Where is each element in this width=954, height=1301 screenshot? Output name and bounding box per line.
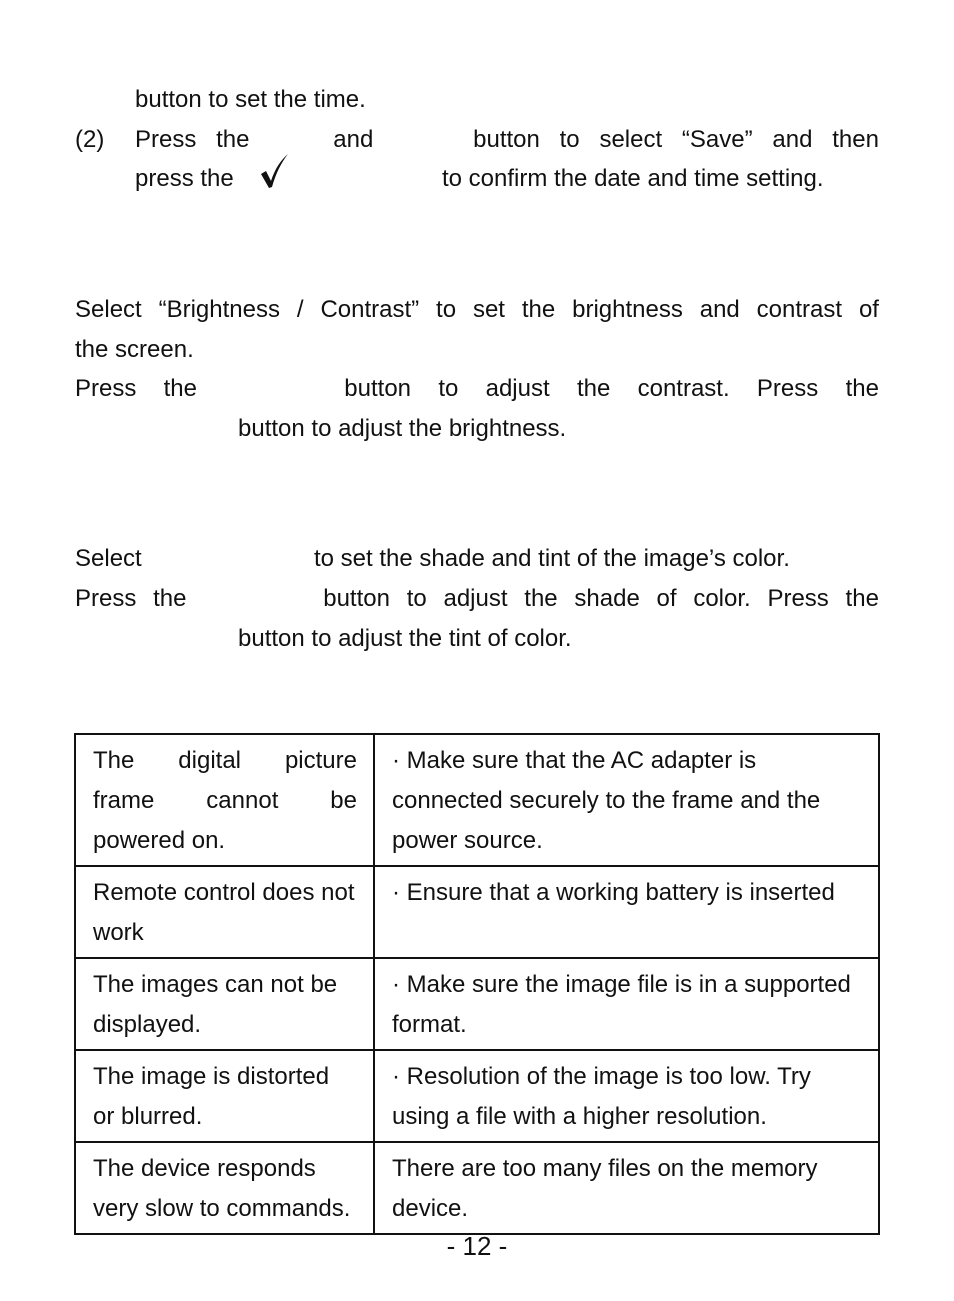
color-line3: button to adjust the tint of color.	[238, 625, 572, 652]
table-row	[75, 1142, 879, 1234]
color-line1-end: to set the shade and tint of the image’s color.	[314, 545, 790, 572]
table-row	[75, 1050, 879, 1142]
step2-line1: Press the and button to select “Save” and then	[135, 126, 879, 153]
step2-line2-start: press the	[135, 165, 234, 192]
table-row	[75, 958, 879, 1050]
problem-cell: Remote control does not work	[75, 866, 374, 958]
brightness-line1: Select “Brightness / Contrast” to set the brightness and contrast of	[75, 296, 879, 323]
checkmark-icon	[258, 153, 290, 189]
problem-cell: The images can not be displayed.	[75, 958, 374, 1050]
solution-cell: · Make sure the image file is in a supported format.	[374, 958, 879, 1050]
solution-cell: · Resolution of the image is too low. Try using a file with a higher resolution.	[374, 1050, 879, 1142]
solution-cell: · Make sure that the AC adapter is connected securely to the frame and the power source.	[374, 734, 879, 866]
brightness-line3: Press the button to adjust the contrast. Press the	[75, 375, 879, 402]
problem-cell: The image is distorted or blurred.	[75, 1050, 374, 1142]
brightness-line4: button to adjust the brightness.	[238, 415, 567, 442]
color-line1-start: Select	[75, 545, 142, 572]
time-instruction-line: button to set the time.	[135, 86, 366, 113]
table-row	[75, 734, 879, 866]
step2-line2-end: to confirm the date and time setting.	[442, 165, 824, 192]
page-number: - 12 -	[446, 1231, 508, 1261]
solution-cell: There are too many files on the memory device.	[374, 1142, 879, 1234]
solution-cell: · Ensure that a working battery is inserted	[374, 866, 879, 958]
step-number: (2)	[75, 126, 105, 153]
color-line2: Press the button to adjust the shade of color. Press the	[75, 585, 879, 612]
table-row	[75, 866, 879, 958]
problem-cell: The digital picture frame cannot be powered on.	[75, 734, 374, 866]
troubleshooting-table	[74, 733, 880, 1235]
brightness-line2: the screen.	[75, 336, 194, 363]
problem-cell: The device responds very slow to commands.	[75, 1142, 374, 1234]
